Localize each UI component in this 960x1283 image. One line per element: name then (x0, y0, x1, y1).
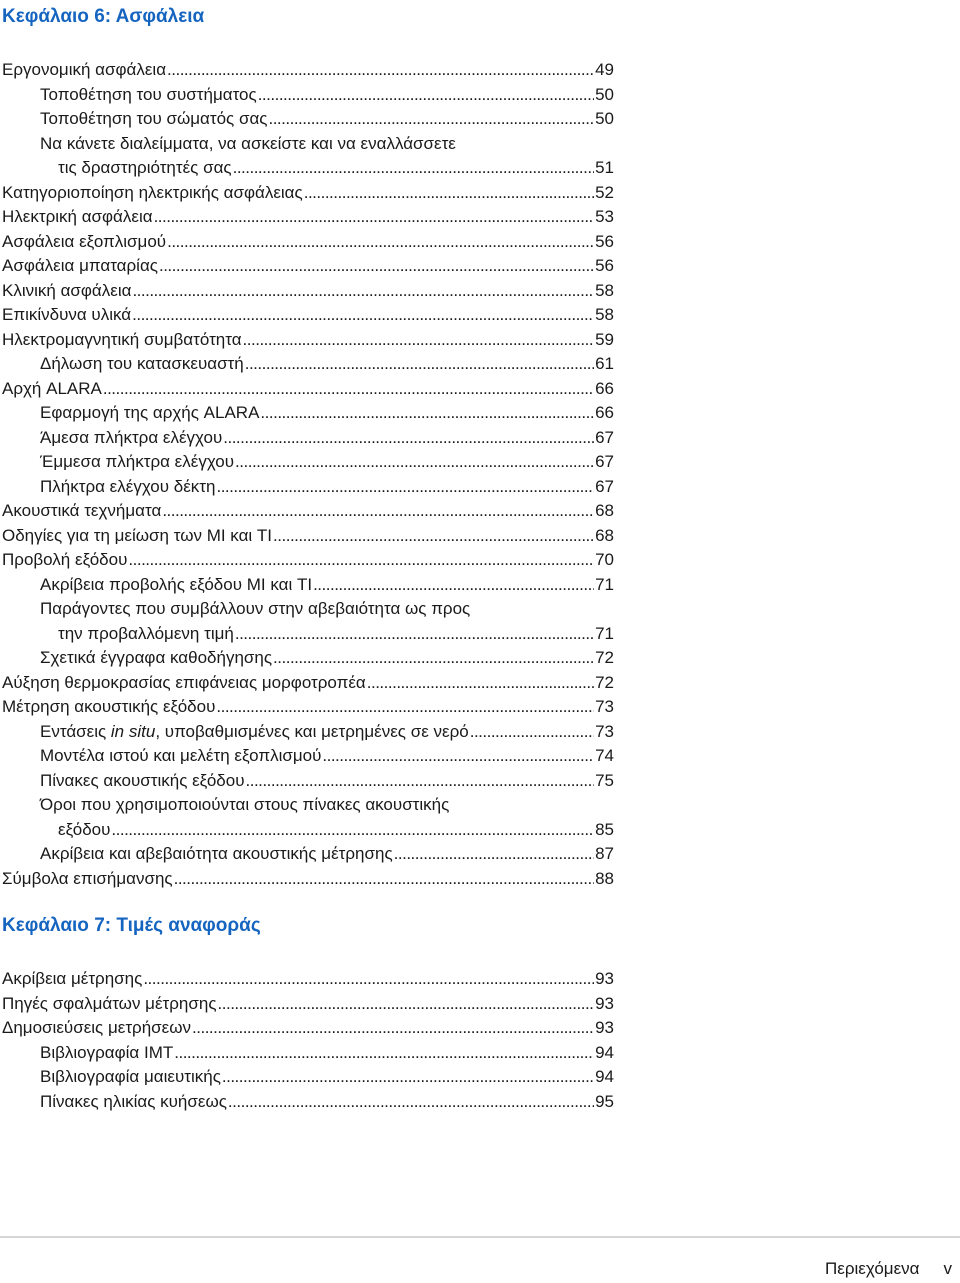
dot-leader (245, 352, 594, 377)
toc-entry-title: Αύξηση θερμοκρασίας επιφάνειας μορφοτροπέα (2, 672, 366, 692)
toc-entry[interactable] (2, 377, 614, 402)
toc-entry[interactable] (2, 205, 614, 230)
toc-entry-page: 61 (595, 354, 614, 373)
toc-entry-page: 72 (595, 672, 614, 692)
dot-leader (268, 107, 594, 132)
toc-entry[interactable] (2, 132, 614, 181)
toc-entry-title: Ασφάλεια μπαταρίας (2, 256, 158, 275)
toc-entry[interactable] (2, 499, 614, 524)
dot-leader (223, 426, 594, 451)
toc-entry[interactable] (2, 303, 614, 328)
dot-leader (304, 181, 594, 206)
toc-entry-title-continued: την προβαλλόμενη τιμή (58, 623, 234, 643)
toc-entry-page: 67 (595, 476, 614, 496)
toc-entry-title: Παράγοντες που συμβάλλουν στην αβεβαιότητα ως προς (40, 599, 471, 618)
toc-entry[interactable] (2, 793, 614, 842)
toc-entry-title: Κατηγοριοποίηση ηλεκτρικής ασφάλειας (2, 182, 303, 202)
toc-entry-title: Κλινική ασφάλεια (2, 280, 132, 300)
dot-leader (273, 524, 594, 549)
toc-entry[interactable] (2, 401, 614, 426)
title-text: Εντάσεις (40, 721, 111, 741)
dot-leader (174, 867, 594, 892)
toc-entry[interactable] (2, 769, 614, 794)
toc-entry-title: Σύμβολα επισήμανσης (2, 868, 173, 888)
toc-entry[interactable] (2, 524, 614, 549)
dot-leader (162, 499, 594, 524)
dot-leader (243, 328, 595, 353)
toc-entry-title-continued: εξόδου (58, 819, 111, 839)
toc-entry[interactable] (2, 58, 614, 83)
toc-entry-page: 59 (595, 329, 614, 349)
toc-entry-page: 95 (595, 1091, 614, 1111)
toc-entry-title: Άμεσα πλήκτρα ελέγχου (40, 427, 223, 447)
chapter-7-toc (2, 967, 614, 1114)
dot-leader (216, 475, 594, 500)
toc-entry[interactable] (2, 254, 614, 279)
footer-section-label: Περιεχόμενα (824, 1259, 920, 1278)
toc-entry[interactable] (2, 967, 614, 992)
toc-entry-page: 88 (595, 868, 614, 888)
dot-leader (132, 279, 594, 304)
toc-entry[interactable] (2, 646, 614, 671)
dot-leader (235, 450, 594, 475)
toc-entry-continuation (40, 622, 614, 647)
dot-leader (258, 83, 594, 108)
toc-entry[interactable] (2, 573, 614, 598)
toc-entry-title: Οδηγίες για τη μείωση των MI και TI (2, 525, 273, 545)
toc-entry-page: 66 (595, 403, 614, 422)
toc-entry-page: 49 (595, 60, 614, 79)
toc-entry-title: Προβολή εξόδου (2, 550, 128, 569)
toc-entry[interactable] (2, 426, 614, 451)
toc-entry-page: 93 (595, 1018, 614, 1037)
toc-entry-title: Δήλωση του κατασκευαστή (40, 354, 244, 373)
chapter-7-heading: Κεφάλαιο 7: Τιμές αναφοράς (2, 915, 261, 936)
toc-entry[interactable] (2, 352, 614, 377)
footer-page-number: v (943, 1259, 952, 1278)
toc-entry-page: 53 (595, 207, 614, 226)
toc-entry[interactable] (2, 450, 614, 475)
toc-entry-title: Ηλεκτρομαγνητική συμβατότητα (2, 329, 242, 349)
toc-entry-page: 93 (595, 993, 614, 1013)
toc-entry-title: Εργονομική ασφάλεια (2, 60, 167, 79)
toc-entry-continuation (40, 156, 614, 181)
toc-entry-page: 72 (595, 648, 614, 667)
dot-leader (154, 205, 595, 230)
toc-entry-title: Ακουστικά τεχνήματα (2, 501, 162, 520)
toc-entry[interactable] (2, 671, 614, 696)
toc-entry-title: Βιβλιογραφία μαιευτικής (40, 1067, 221, 1086)
toc-entry-title: Ασφάλεια εξοπλισμού (2, 231, 167, 251)
dot-leader (322, 744, 594, 769)
toc-entry[interactable] (2, 597, 614, 646)
toc-entry-title (40, 720, 469, 745)
toc-entry[interactable] (2, 867, 614, 892)
toc-entry[interactable] (2, 328, 614, 353)
page-footer (825, 1258, 952, 1280)
dot-leader (103, 377, 594, 402)
toc-entry-title: Εφαρμογή της αρχής ALARA (40, 403, 260, 422)
dot-leader (246, 769, 595, 794)
toc-entry-page: 52 (595, 182, 614, 202)
toc-entry[interactable] (2, 720, 614, 745)
toc-entry-page: 87 (595, 844, 614, 863)
toc-entry-title: Σχετικά έγγραφα καθοδήγησης (40, 648, 273, 667)
dot-leader (128, 548, 594, 573)
toc-entry-page: 75 (595, 770, 614, 790)
toc-entry-page: 94 (595, 1042, 614, 1062)
dot-leader (143, 967, 594, 992)
toc-entry[interactable] (2, 744, 614, 769)
toc-entry-title: Έμμεσα πλήκτρα ελέγχου (40, 452, 235, 471)
toc-entry-page: 50 (595, 84, 614, 104)
dot-leader (218, 992, 595, 1017)
toc-entry-page: 68 (595, 501, 614, 520)
toc-entry[interactable] (2, 1041, 614, 1066)
toc-entry-page: 51 (595, 158, 614, 177)
toc-entry[interactable] (2, 1065, 614, 1090)
toc-entry-title: Πίνακες ακουστικής εξόδου (40, 770, 245, 790)
toc-entry-page: 71 (595, 574, 614, 594)
dot-leader (394, 842, 594, 867)
toc-entry-page: 93 (595, 969, 614, 988)
toc-entry-title: Όροι που χρησιμοποιούνται στους πίνακες ακουστικής (40, 795, 450, 814)
toc-entry-page: 56 (595, 256, 614, 275)
dot-leader (235, 622, 594, 647)
toc-entry[interactable] (2, 107, 614, 132)
toc-entry[interactable] (2, 842, 614, 867)
chapter-6-toc (2, 58, 614, 891)
chapter-6-heading: Κεφάλαιο 6: Ασφάλεια (2, 6, 205, 27)
dot-leader (222, 1065, 594, 1090)
toc-entry-page: 58 (595, 280, 614, 300)
dot-leader (367, 671, 594, 696)
toc-entry[interactable] (2, 279, 614, 304)
toc-entry[interactable] (2, 1016, 614, 1041)
toc-entry-page: 67 (595, 452, 614, 471)
dot-leader (111, 818, 594, 843)
toc-entry-page: 71 (595, 623, 614, 643)
dot-leader (216, 695, 594, 720)
dot-leader (174, 1041, 594, 1066)
toc-entry-page: 73 (595, 697, 614, 716)
toc-entry-page: 94 (595, 1067, 614, 1086)
toc-entry-page: 50 (595, 109, 614, 128)
toc-entry[interactable] (2, 548, 614, 573)
dot-leader (260, 401, 594, 426)
toc-entry[interactable] (2, 83, 614, 108)
toc-entry-title: Τοποθέτηση του σώματός σας (40, 109, 268, 128)
dot-leader (132, 303, 594, 328)
toc-entry-title: Ακρίβεια μέτρησης (2, 969, 143, 988)
dot-leader (228, 1090, 594, 1115)
title-italic-text: in situ (110, 721, 156, 741)
title-text: , υποβαθμισμένες και μετρημένες σε νερό (155, 721, 469, 741)
footer-divider (0, 1236, 960, 1238)
toc-entry-page: 85 (595, 819, 614, 839)
toc-entry-title: Αρχή ALARA (2, 378, 102, 398)
toc-entry[interactable] (2, 181, 614, 206)
toc-entry[interactable] (2, 1090, 614, 1115)
dot-leader (159, 254, 594, 279)
toc-entry-title: Μέτρηση ακουστικής εξόδου (2, 697, 216, 716)
toc-entry-continuation (40, 818, 614, 843)
toc-entry-title: Μοντέλα ιστού και μελέτη εξοπλισμού (40, 746, 322, 765)
toc-entry-page: 70 (595, 550, 614, 569)
toc-entry[interactable] (2, 992, 614, 1017)
toc-entry-title: Πηγές σφαλμάτων μέτρησης (2, 993, 217, 1013)
toc-entry-page: 58 (595, 305, 614, 324)
toc-entry-page: 68 (595, 525, 614, 545)
toc-entry[interactable] (2, 475, 614, 500)
toc-entry-title: Ακρίβεια και αβεβαιότητα ακουστικής μέτρησης (40, 844, 393, 863)
toc-entry-title: Πλήκτρα ελέγχου δέκτη (40, 476, 216, 496)
dot-leader (167, 230, 594, 255)
toc-entry-title: Πίνακες ηλικίας κυήσεως (40, 1091, 227, 1111)
dot-leader (470, 720, 594, 745)
dot-leader (233, 156, 594, 181)
toc-entry-title: Επικίνδυνα υλικά (2, 305, 132, 324)
toc-entry-title-continued: τις δραστηριότητές σας (58, 158, 232, 177)
toc-entry-page: 56 (595, 231, 614, 251)
dot-leader (273, 646, 594, 671)
toc-entry-title: Ηλεκτρική ασφάλεια (2, 207, 153, 226)
toc-entry-title: Ακρίβεια προβολής εξόδου MI και TI (40, 574, 313, 594)
dot-leader (192, 1016, 594, 1041)
toc-entry-title: Δημοσιεύσεις μετρήσεων (2, 1018, 192, 1037)
toc-entry-page: 67 (595, 427, 614, 447)
toc-entry-page: 66 (595, 378, 614, 398)
toc-entry-title: Βιβλιογραφία IMT (40, 1042, 174, 1062)
toc-entry-page: 73 (595, 721, 614, 741)
toc-entry[interactable] (2, 230, 614, 255)
toc-entry[interactable] (2, 695, 614, 720)
dot-leader (167, 58, 594, 83)
toc-entry-title: Τοποθέτηση του συστήματος (40, 84, 257, 104)
toc-entry-title: Να κάνετε διαλείμματα, να ασκείστε και να εναλλάσσετε (40, 133, 456, 153)
toc-entry-page: 74 (595, 746, 614, 765)
dot-leader (313, 573, 594, 598)
